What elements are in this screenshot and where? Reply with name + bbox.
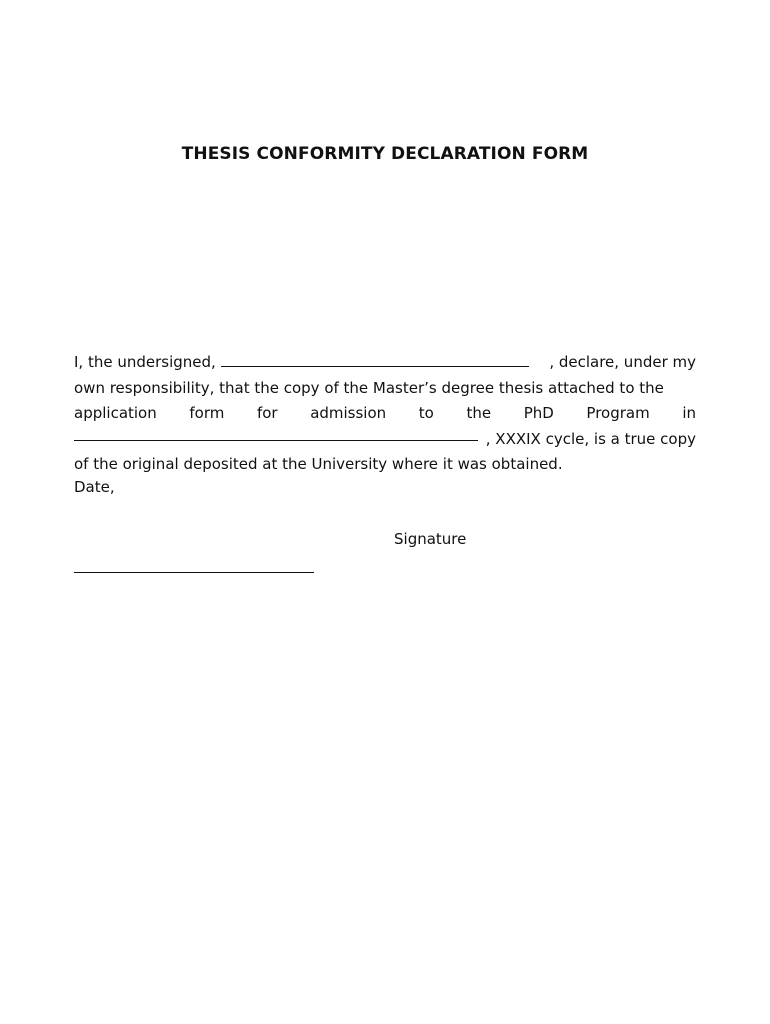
word: PhD bbox=[523, 404, 554, 422]
program-name-blank[interactable] bbox=[74, 427, 478, 441]
declaration-line-3 bbox=[74, 401, 696, 427]
word: to bbox=[418, 404, 434, 422]
declaration-suffix: , declare, under my bbox=[549, 353, 696, 371]
word: the bbox=[466, 404, 492, 422]
declaration-line-2 bbox=[74, 376, 696, 402]
declaration-line-5-text: of the original deposited at the University where it was obtained. bbox=[74, 455, 563, 473]
declaration-line-1 bbox=[74, 350, 696, 376]
declaration-line-4 bbox=[74, 427, 696, 453]
undersigned-name-blank[interactable] bbox=[221, 353, 529, 367]
signature-label: Signature bbox=[394, 530, 467, 548]
declaration-paragraph bbox=[74, 350, 696, 478]
word: admission bbox=[310, 404, 387, 422]
word: for bbox=[256, 404, 278, 422]
declaration-line-2-text: own responsibility, that the copy of the Master’s degree thesis attached to the bbox=[74, 378, 664, 397]
declaration-prefix: I, the undersigned, bbox=[74, 353, 221, 371]
signature-blank-line[interactable] bbox=[74, 572, 314, 573]
word: Program bbox=[586, 404, 650, 422]
form-title: THESIS CONFORMITY DECLARATION FORM bbox=[181, 144, 589, 164]
date-label: Date, bbox=[74, 478, 115, 496]
word: in bbox=[682, 404, 696, 422]
word: application bbox=[74, 404, 157, 422]
declaration-line-5 bbox=[74, 452, 696, 478]
cycle-text: , XXXIX cycle, is a true copy bbox=[485, 429, 696, 448]
word: form bbox=[189, 404, 225, 422]
